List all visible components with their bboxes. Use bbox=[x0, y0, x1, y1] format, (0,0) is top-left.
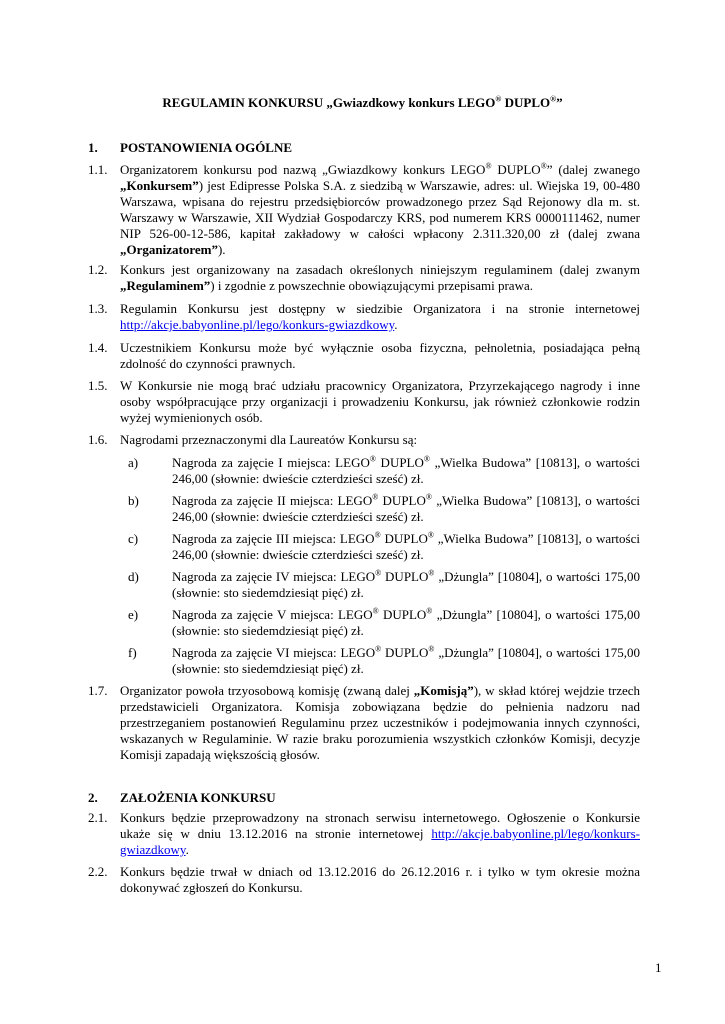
paragraph-1-6: 1.6. Nagrodami przeznaczonymi dla Laureatów Konkursu są: bbox=[88, 432, 418, 447]
prize-item: e) Nagroda za zajęcie V miejsca: LEGO® DUPLO® „Dżungla” [10804], o wartości 175,00 (słownie: sto siedemdziesiąt pięć) zł. bbox=[128, 606, 640, 638]
prize-item: f) Nagroda za zajęcie VI miejsca: LEGO® DUPLO® „Dżungla” [10804], o wartości 175,00 (słownie: sto siedemdziesiąt pięć) zł. bbox=[128, 644, 641, 676]
paragraph-1-2: 1.2. Konkurs jest organizowany na zasadach określonych niniejszym regulaminem (dalej zwanym „Regulaminem”) i zgodnie z powszechnie obowiązującymi przepisami prawa. bbox=[88, 262, 640, 293]
prize-item: a) Nagroda za zajęcie I miejsca: LEGO® DUPLO® „Wielka Budowa” [10813], o wartości 246,00 (słownie: dwieście czterdzieści sześć) zł. bbox=[128, 454, 640, 486]
prize-item: c) Nagroda za zajęcie III miejsca: LEGO® DUPLO® „Wielka Budowa” [10813], o wartości 246,00 (słownie: dwieście czterdzieści sześć) zł. bbox=[128, 530, 640, 562]
konkurs-link[interactable]: http://akcje.babyonline.pl/lego/konkurs-gwiazdkowy bbox=[120, 826, 640, 857]
paragraph-1-4: 1.4. Uczestnikiem Konkursu może być wyłącznie osoba fizyczna, pełnoletnia, posiadająca pełną zdolność do czynności prawnych. bbox=[88, 340, 640, 371]
regulamin-link[interactable]: http://akcje.babyonline.pl/lego/konkurs-gwiazdkowy bbox=[120, 317, 395, 332]
paragraph-1-5: 1.5. W Konkursie nie mogą brać udziału pracownicy Organizatora, Przyrzekającego nagrody i inne osoby współpracujące przy organizacji i prowadzeniu Konkursu, jak również członkowie rodzin wyżej wymienionych osób. bbox=[88, 378, 640, 425]
paragraph-1-7: 1.7. Organizator powoła trzyosobową komisję (zwaną dalej „Komisją”), w skład której wejdzie trzech przedstawicieli Organizatora. Komisja zobowiązana będzie do pełnienia nadzoru nad przestrzeganiem postanowień Regulaminu przez uczestników i podejmowania innych czynności, wskazanych w Regulaminie. W razie braku porozumienia wszystkich członków Komisji, decyzje Komisji zapadają większością głosów. bbox=[88, 683, 641, 762]
paragraph-1-3: 1.3. Regulamin Konkursu jest dostępny w siedzibie Organizatora i na stronie internetowej http://akcje.babyonline.pl/lego/konkurs-gwiazdkowy. bbox=[88, 301, 640, 332]
prize-item: d) Nagroda za zajęcie IV miejsca: LEGO® DUPLO® „Dżungla” [10804], o wartości 175,00 (słownie: sto siedemdziesiąt pięć) zł. bbox=[128, 568, 641, 600]
document-title: REGULAMIN KONKURSU „Gwiazdkowy konkurs LEGO® DUPLO®” bbox=[162, 94, 563, 110]
paragraph-1-1: 1.1. Organizatorem konkursu pod nazwą „Gwiazdkowy konkurs LEGO® DUPLO®” (dalej zwanego „Konkursem”) jest Edipresse Polska S.A. z siedzibą w Warszawie, adres: ul. Wiejska 19, 00-480 Warszawa, wpisana do rejestru przedsiębiorców prowadzonego przez Sąd Rejonowy dla m. st. Warszawy w Warszawie, XII Wydział Gospodarczy KRS, pod numerem KRS 0000111462, numer NIP 526-00-12-586, kapitał zakładowy w całości wpłacony 2.311.320,00 zł (dalej zwana „Organizatorem”). bbox=[88, 161, 640, 257]
section-heading-2: 2. ZAŁOŻENIA KONKURSU bbox=[88, 790, 276, 805]
paragraph-2-2: 2.2. Konkurs będzie trwał w dniach od 13.12.2016 do 26.12.2016 r. i tylko w tym okresie można dokonywać zgłoszeń do Konkursu. bbox=[88, 864, 640, 895]
prize-item: b) Nagroda za zajęcie II miejsca: LEGO® DUPLO® „Wielka Budowa” [10813], o wartości 246,00 (słownie: dwieście czterdzieści sześć) zł. bbox=[128, 492, 640, 524]
page-number: 1 bbox=[655, 960, 662, 975]
section-heading-1: 1. POSTANOWIENIA OGÓLNE bbox=[88, 140, 293, 155]
paragraph-2-1: 2.1. Konkurs będzie przeprowadzony na stronach serwisu internetowego. Ogłoszenie o Konkursie ukaże się w dniu 13.12.2016 na stronie internetowej http://akcje.babyonline.pl/lego/konkurs-gwiazdkowy. bbox=[88, 810, 640, 857]
